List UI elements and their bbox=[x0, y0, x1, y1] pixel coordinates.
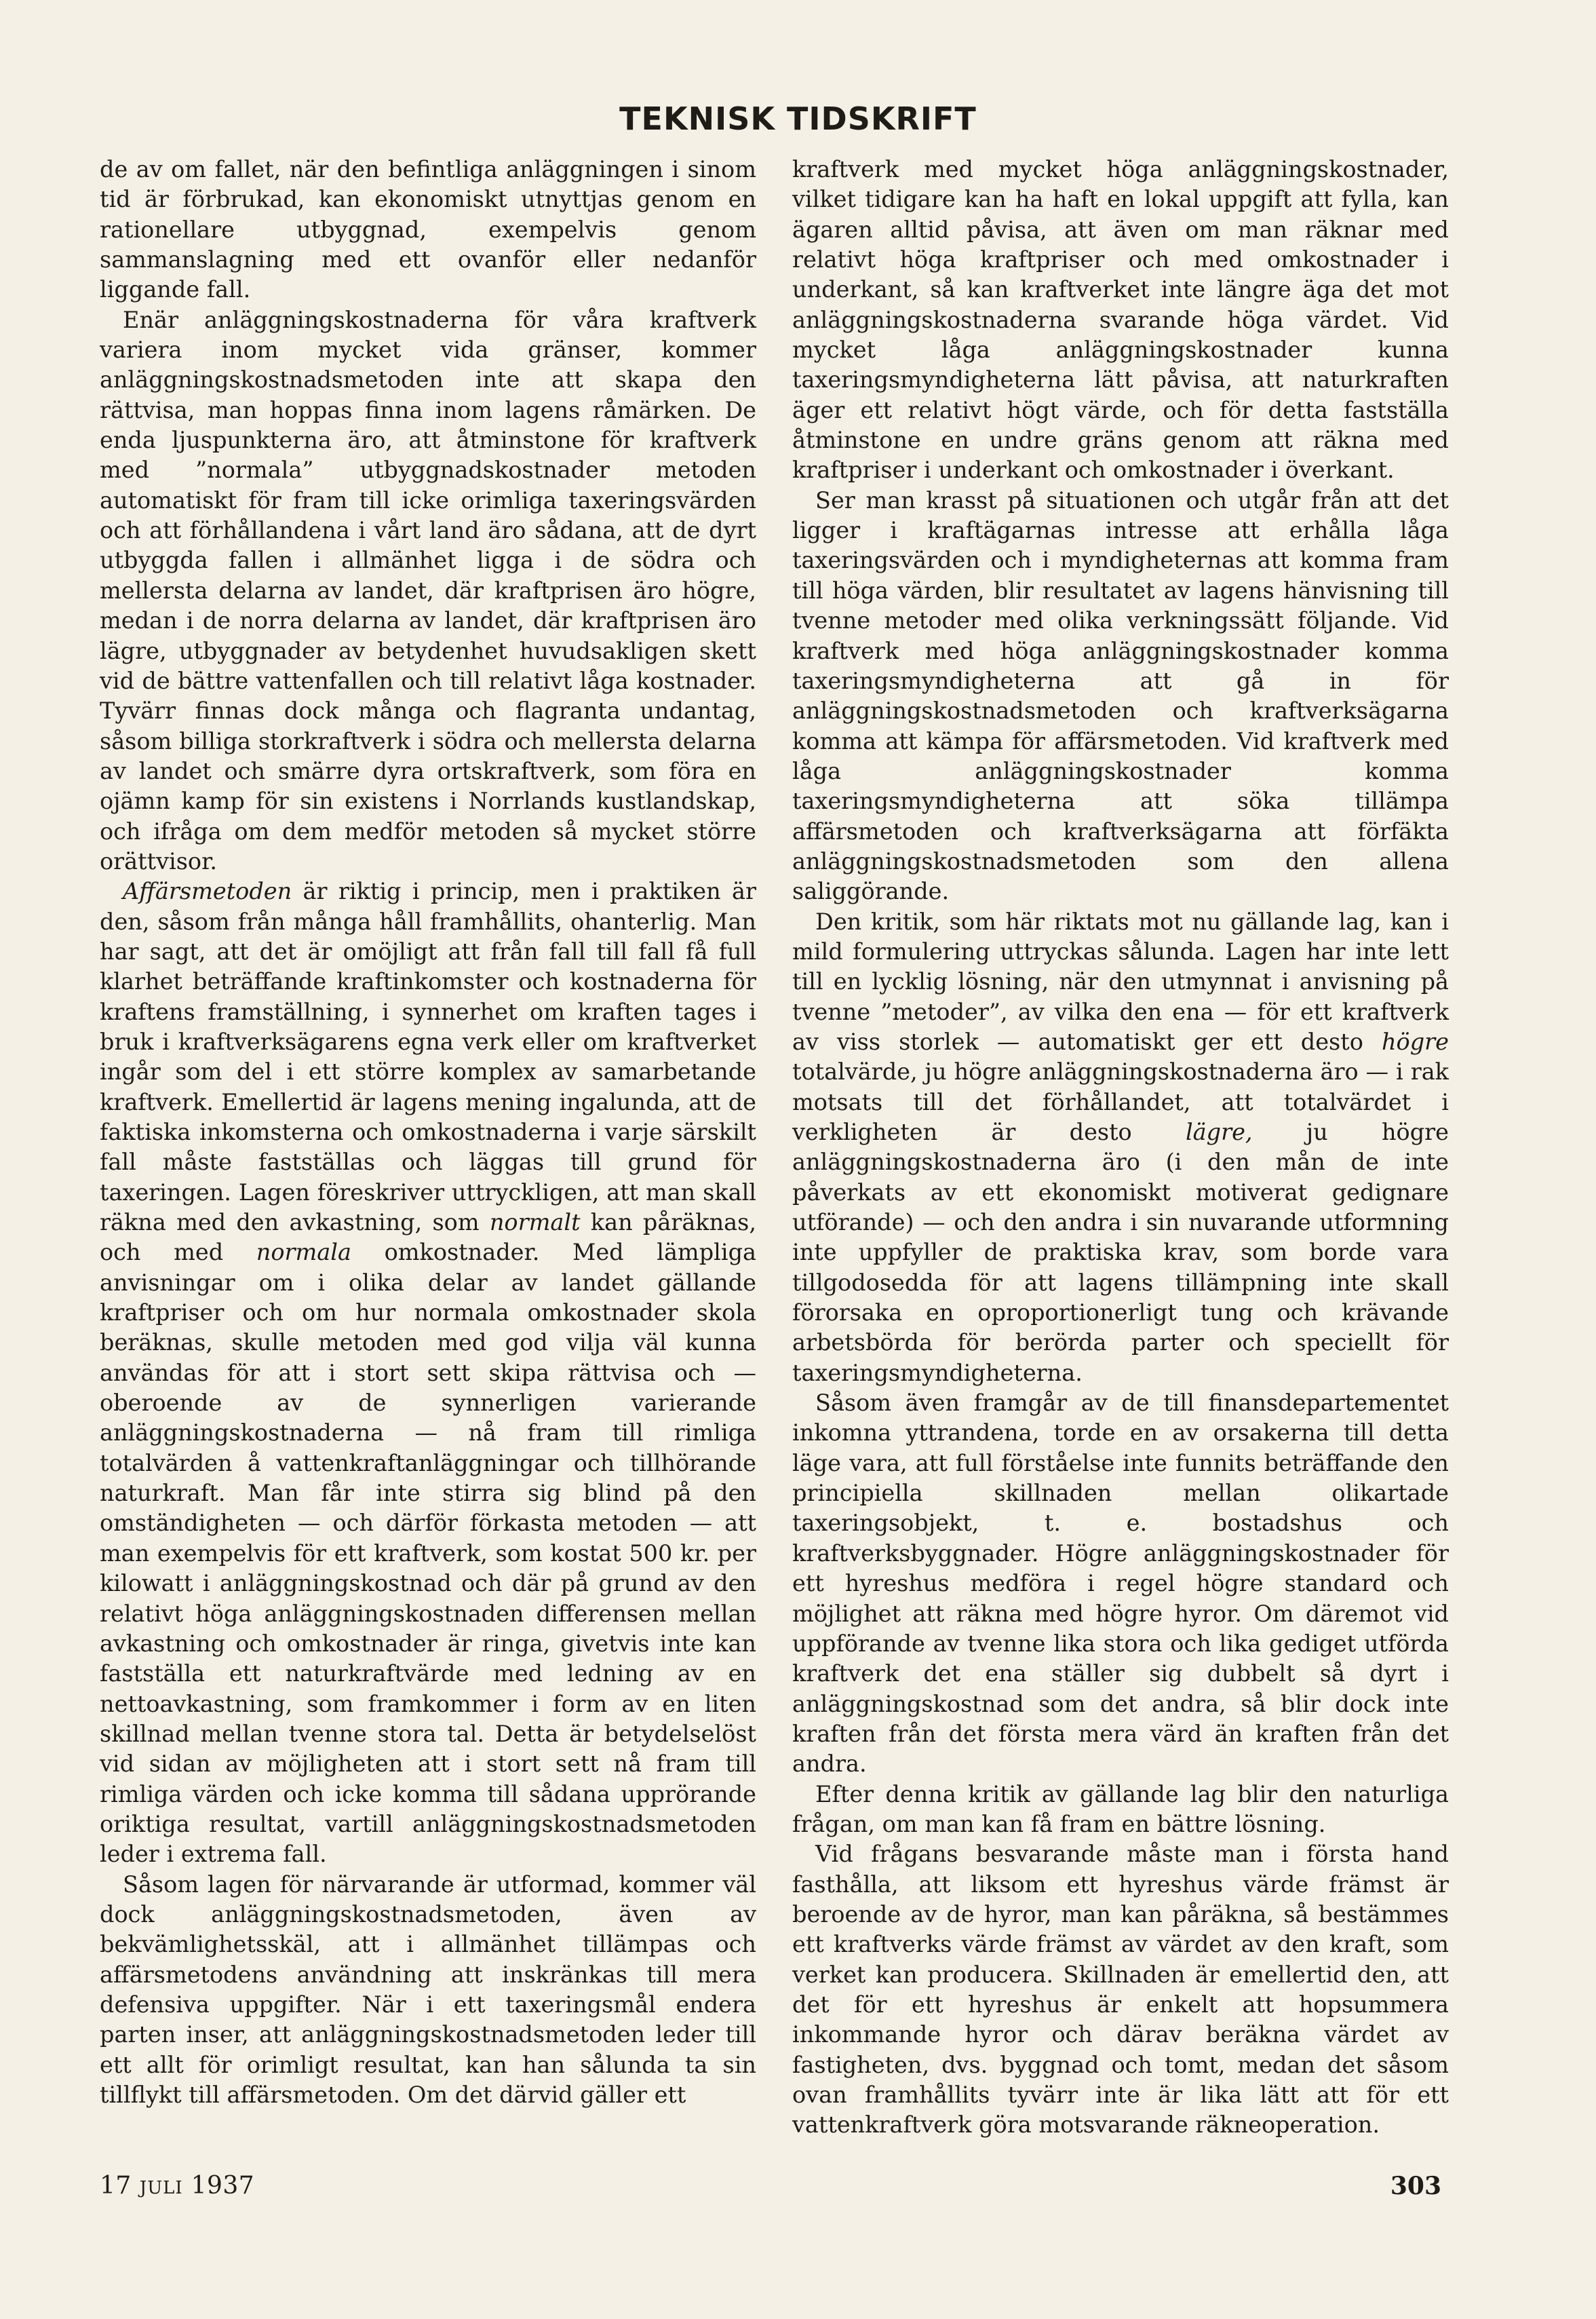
left-column bbox=[100, 155, 756, 2110]
paragraph: Affärsmetoden är riktig i princip, men i praktiken är den, såsom från många håll framhållits, ohanterlig. Man har sagt, att det är omöjligt att från fall till fall få full klarhet beträffande kraftinkomster och kostnaderna för kraftens framställning, i synnerhet om kraften tages i bruk i kraftverksägarens egna verk eller om kraftverket ingår som del i ett större komplex av samarbetande kraftverk. Emellertid är lagens mening ingalunda, att de faktiska inkomsterna och omkostnaderna i varje särskilt fall måste fastställas och läggas till grund för taxeringen. Lagen föreskriver uttryckligen, att man skall räkna med den avkastning, som normalt kan påräknas, och med normala omkostnader. Med lämpliga anvisningar om i olika delar av landet gällande kraftpriser och om hur normala omkostnader skola beräknas, skulle metoden med god vilja väl kunna användas för att i stort sett skipa rättvisa och — oberoende av de synnerligen varierande anläggningskostnaderna — nå fram till rimliga totalvärden å vattenkraftanläggningar och tillhörande naturkraft. Man får inte stirra sig blind på den omständigheten — och därför förkasta metoden — att man exempelvis för ett kraftverk, som kostat 500 kr. per kilowatt i anläggningskostnad och där på grund av den relativt höga anläggningskostnaden differensen mellan avkastning och omkostnader är ringa, givetvis inte kan fastställa ett naturkraftvärde med ledning av en nettoavkastning, som framkommer i form av en liten skillnad mellan tvenne stora tal. Detta är betydelselöst vid sidan av möjligheten att i stort sett nå fram till rimliga värden och icke komma till sådana upprörande oriktiga resultat, vartill anläggningskostnadsmetoden leder i extrema fall. bbox=[100, 878, 756, 1868]
emphasis: högre bbox=[1381, 1028, 1449, 1055]
paragraph: kraftverk med mycket höga anläggningskostnader, vilket tidigare kan ha haft en lokal uppgift att fylla, kan ägaren alltid påvisa, att även om man räknar med relativt höga kraftpriser och med omkostnader i underkant, så kan kraftverket inte längre äga det mot anläggningskostnaderna svarande höga värdet. Vid mycket låga anläggningskostnader kunna taxeringsmyndigheterna lätt påvisa, att naturkraften äger ett relativt högt värde, och för detta fastställa åtminstone en undre gräns genom att räkna med kraftpriser i underkant och omkostnader i överkant. bbox=[792, 156, 1449, 484]
emphasis: lägre, bbox=[1185, 1119, 1253, 1145]
issue-date: 17 JULI 1937 bbox=[100, 2172, 255, 2200]
paragraph: Den kritik, som här riktats mot nu gällande lag, kan i mild formulering uttryckas sålunda. Lagen har inte lett till en lycklig lösning, när den utmynnat i anvisning på tvenne ”metoder”, av vilka den ena — för ett kraftverk av viss storlek — automatiskt ger ett desto högre totalvärde, ju högre anläggningskostnaderna äro — i rak motsats till det förhållandet, att totalvärdet i verkligheten är desto lägre, ju högre anläggningskostnaderna äro (i den mån de inte påverkats av ett ekonomiskt motiverat gedignare utförande) — och den andra i sin nuvarande utformning inte uppfyller de praktiska krav, som borde vara tillgodosedda för att lagens tillämpning inte skall förorsaka en oproportionerligt tung och krävande arbetsbörda för berörda parter och speciellt för taxeringsmyndigheterna. bbox=[792, 908, 1449, 1386]
emphasis: normala bbox=[256, 1239, 351, 1266]
paragraph: Efter denna kritik av gällande lag blir den naturliga frågan, om man kan få fram en bättre lösning. bbox=[792, 1780, 1449, 1837]
emphasis: normalt bbox=[489, 1209, 581, 1236]
paragraph: Ser man krasst på situationen och utgår från att det ligger i kraftägarnas intresse att erhålla låga taxeringsvärden och i myndigheternas att komma fram till höga värden, blir resultatet av lagens hänvisning till tvenne metoder med olika verkningssätt följande. Vid kraftverk med höga anläggningskostnader komma taxeringsmyndigheterna att gå in för anläggningskostnadsmetoden och kraftverksägarna komma att kämpa för affärsmetoden. Vid kraftverk med låga anläggningskostnader komma taxeringsmyndigheterna att söka tillämpa affärsmetoden och kraftverksägarna att förfäkta anläggningskostnadsmetoden som den allena saliggörande. bbox=[792, 486, 1449, 905]
emphasis: Affärsmetoden bbox=[123, 878, 292, 905]
paragraph: Såsom lagen för närvarande är utformad, kommer väl dock anläggningskostnadsmetoden, även av bekvämlighetsskäl, att i allmänhet tillämpas och affärsmetodens användning att inskränkas till mera defensiva uppgifter. När i ett taxeringsmål endera parten inser, att anläggningskostnadsmetoden leder till ett allt för orimligt resultat, kan han sålunda ta sin tillflykt till affärsmetoden. Om det därvid gäller ett bbox=[100, 1871, 756, 2108]
page-number: 303 bbox=[1390, 2172, 1441, 2200]
paragraph: de av om fallet, när den befintliga anläggningen i sinom tid är förbrukad, kan ekonomiskt utnyttjas genom en rationellare utbyggnad, exempelvis genom sammanslagning med ett ovanför eller nedanför liggande fall. bbox=[100, 156, 756, 303]
paragraph: Såsom även framgår av de till finansdepartementet inkomna yttrandena, torde en av orsakerna till detta läge vara, att full förståelse inte funnits beträffande den principiella skillnaden mellan olikartade taxeringsobjekt, t. e. bostadshus och kraftverksbyggnader. Högre anläggningskostnader för ett hyreshus medföra i regel högre standard och möjlighet att räkna med högre hyror. Om däremot vid uppförande av tvenne lika stora och lika gediget utförda kraftverk det ena ställer sig dubbelt så dyrt i anläggningskostnad som det andra, så blir dock inte kraften från det första mera värd än kraften från det andra. bbox=[792, 1390, 1449, 1778]
masthead-title: TEKNISK TIDSKRIFT bbox=[619, 100, 977, 137]
paragraph: Vid frågans besvarande måste man i första hand fasthålla, att liksom ett hyreshus värde främst är beroende av de hyror, man kan påräkna, så bestämmes ett kraftverks värde främst av värdet av den kraft, som verket kan producera. Skillnaden är emellertid den, att det för ett hyreshus är enkelt att hopsummera inkommande hyror och därav beräkna värdet av fastigheten, dvs. byggnad och tomt, medan det såsom ovan framhållits tyvärr inte är lika lätt att för ett vattenkraftverk göra motsvarande räkneoperation. bbox=[792, 1841, 1449, 2139]
paragraph: Enär anläggningskostnaderna för våra kraftverk variera inom mycket vida gränser, kommer anläggningskostnadsmetoden inte att skapa den rättvisa, man hoppas finna inom lagens råmärken. De enda ljuspunkterna äro, att åtminstone för kraftverk med ”normala” utbyggnadskostnader metoden automatiskt för fram till icke orimliga taxeringsvärden och att förhållandena i vårt land äro sådana, att de dyrt utbyggda fallen i allmänhet ligga i de södra och mellersta delarna av landet, där kraftprisen äro högre, medan i de norra delarna av landet, där kraftprisen äro lägre, utbyggnader av betydenhet huvudsakligen skett vid de bättre vattenfallen och till relativt låga kostnader. Tyvärr finnas dock många och flagranta undantag, såsom billiga storkraftverk i södra och mellersta delarna av landet och smärre dyra ortskraftverk, som föra en ojämn kamp för sin existens i Norrlands kustlandskap, och ifråga om dem medför metoden så mycket större orättvisor. bbox=[100, 306, 756, 875]
right-column bbox=[792, 155, 1449, 2141]
